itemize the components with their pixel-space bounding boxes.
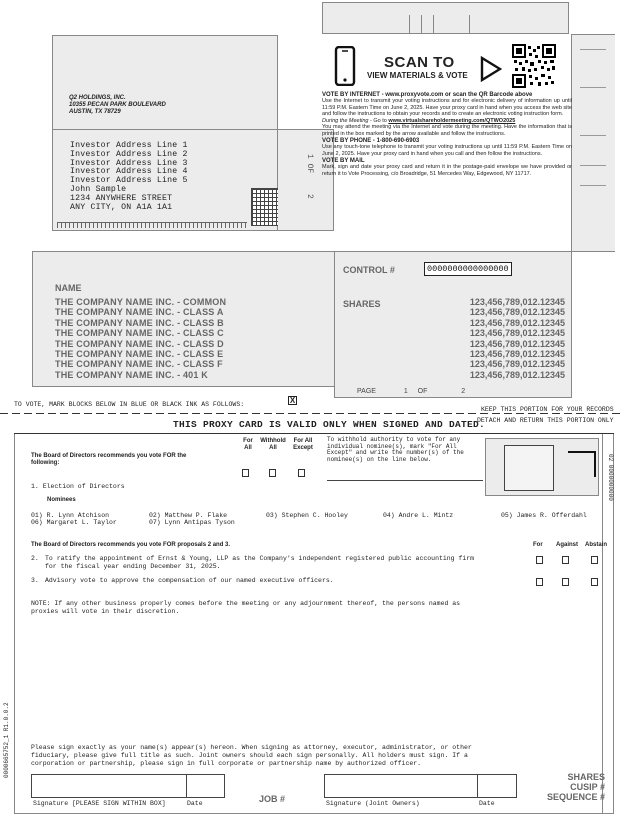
proposal-3-for-checkbox[interactable] [536,578,543,586]
nominee-07: 07) Lynn Antipas Tyson [149,519,235,526]
mark-instructions: TO VOTE, MARK BLOCKS BELOW IN BLUE OR BLACK INK AS FOLLOWS: [14,401,245,408]
investor-name: John Sample [70,184,127,194]
investor-line-5: Investor Address Line 5 [70,176,188,186]
scan-title: SCAN TO [384,54,455,71]
checkbox-withhold-all[interactable] [269,469,276,477]
shares-value-3: 123,456,789,012.12345 [469,328,565,339]
shares-value-5: 123,456,789,012.12345 [469,349,565,360]
investor-line-4: Investor Address Line 4 [70,167,188,177]
page-of-label: OF [417,388,428,395]
company-address-box [52,35,278,130]
detach-text: DETACH AND RETURN THIS PORTION ONLY [477,417,614,424]
phone-icon [334,46,356,86]
header-for: For [533,542,543,548]
control-box-right [485,438,599,496]
page-label: PAGE [357,388,376,395]
vote-meeting-prefix: During the Meeting [322,118,369,125]
vote-meeting-text: You may attend the meeting via the Internet and vote during the meeting. Have the information that is printed in the box marked by the arrow available and follow the instructions. [322,124,572,137]
vote-phone-text: Use any touch-tone telephone to transmit your voting instructions up until 11:59 P.M. Eastern Time on June 2, 2025. Have your proxy card in hand when you call and then follow the instructions. [322,144,572,157]
name-label: NAME [55,283,82,293]
signature-label: Signature [PLEASE SIGN WITHIN BOX] [33,800,166,807]
company-name: Q2 HOLDINGS, INC. [69,95,126,101]
job-label: JOB # [259,794,286,804]
vote-meeting-link[interactable]: www.virtualshareholdermeeting.com/QTWO2025 [388,118,516,125]
footer-sequence-label: SEQUENCE # [546,792,605,802]
holdings-name-box [32,251,335,387]
header-for-all-except: For All Except [293,438,313,451]
arrow-right-icon [480,56,502,82]
page-marker-total: 2 [305,194,314,199]
page-number: 1 [403,388,408,395]
company-holding-2: THE COMPANY NAME INC. - CLASS B [55,317,224,328]
item-1-election: 1. Election of Directors [31,483,125,490]
company-holding-7: THE COMPANY NAME INC. - 401 K [55,369,208,380]
nominee-06: 06) Margaret L. Taylor [31,519,117,526]
keep-portion-text: KEEP THIS PORTION FOR YOUR RECORDS [481,406,614,413]
sign-instructions: Please sign exactly as your name(s) appear(s) hereon. When signing as attorney, executor, administrator, or other fiduciary, please give full title as such. Joint owners should each sign personally. All holders must sign. If a corporation or partnership, please sign in full corporate or partnership name by authorized officer. [31,744,472,767]
investor-line-1: Investor Address Line 1 [70,141,188,150]
footer-shares-label: SHARES [567,772,605,782]
proposal-2-for-checkbox[interactable] [536,556,543,564]
ballot-note: NOTE: If any other business properly comes before the meeting or any adjournment thereof, the persons named as proxies will vote in their discretion. [31,600,461,615]
control-number-field: 0000000000000000 [424,262,512,276]
signature-box[interactable] [31,774,225,798]
proposal-3-abstain-checkbox[interactable] [591,578,598,586]
withhold-instructions: To withhold authority to vote for any individual nominee(s), mark "For All Except" and write the number(s) of the nominee(s) on the line below. [327,436,464,463]
vote-internet-text: Use the Internet to transmit your voting instructions and for electronic delivery of information up until 11:59 P.M. Eastern Time on June 2, 2025. Have your proxy card in hand when you access the web site and follow the instructions to obtain your records and to create an electronic voting instruction form. [322,98,572,117]
company-holding-5: THE COMPANY NAME INC. - CLASS E [55,349,224,360]
nominee-02: 02) Matthew P. Flake [149,512,228,519]
company-holding-3: THE COMPANY NAME INC. - CLASS C [55,328,224,339]
investor-line-3: Investor Address Line 3 [70,158,188,168]
control-label: CONTROL # [343,265,395,275]
header-abstain: Abstain [585,542,608,548]
investor-city: ANY CITY, ON A1A 1A1 [70,202,173,212]
postal-grid-barcode [251,188,279,226]
mark-sample-box: X [289,396,296,405]
top-barcode-box [322,2,569,34]
shares-value-2: 123,456,789,012.12345 [469,317,565,328]
shares-value-4: 123,456,789,012.12345 [469,338,565,349]
qr-code-icon [512,44,556,88]
vote-mail-heading: VOTE BY MAIL [322,157,365,164]
scan-subtitle: VIEW MATERIALS & VOTE [367,71,468,80]
company-address-line-2: AUSTIN, TX 78729 [69,109,121,115]
date-label-joint: Date [479,800,495,807]
page-marker-of: OF [305,163,314,174]
left-side-code: 0000665752_1 R1.0.0.2 [3,702,10,778]
investor-line-2: Investor Address Line 2 [70,149,188,159]
proposal-3-number: 3. [31,577,39,584]
page-marker-current: 1 [305,154,314,159]
scan-to-vote [334,44,566,92]
proposal-2-against-checkbox[interactable] [562,556,569,564]
shares-value-6: 123,456,789,012.12345 [469,359,565,370]
footer-cusip-label: CUSIP # [570,782,605,792]
investor-street: 1234 ANYWHERE STREET [70,193,173,203]
vote-mail-text: Mark, sign and date your proxy card and return it in the postage-paid envelope we have provided or return it to Vote Processing, c/o Broadridge, 51 Mercedes Way, Edgewood, NY 11717. [322,164,572,177]
vote-phone-heading: VOTE BY PHONE - 1-800-690-6903 [322,138,420,145]
proposal-2-number: 2. [31,555,39,562]
company-holding-6: THE COMPANY NAME INC. - CLASS F [55,359,223,370]
signature-joint-label: Signature (Joint Owners) [326,800,420,807]
header-against: Against [556,542,579,548]
checkbox-for-all[interactable] [242,469,249,477]
holdings-shares-box [334,251,572,398]
shares-value-0: 123,456,789,012.12345 [469,297,565,307]
date-label: Date [187,800,203,807]
company-holding-1: THE COMPANY NAME INC. - CLASS A [55,307,224,318]
nominees-label: Nominees [47,497,76,503]
shares-value-1: 123,456,789,012.12345 [469,307,565,318]
shares-value-7: 123,456,789,012.12345 [469,369,565,380]
header-for-all: For All [243,438,253,451]
company-holding-4: THE COMPANY NAME INC. - CLASS D [55,338,224,349]
vote-internet-heading: VOTE BY INTERNET - www.proxyvote.com or scan the QR Barcode above [322,92,533,98]
header-withhold-all: Withhold All [260,438,286,451]
company-address-line-1: 10355 PECAN PARK BOULEVARD [69,102,166,108]
nominee-05: 05) James R. Offerdahl [501,512,587,519]
checkbox-for-all-except[interactable] [298,469,305,477]
right-side-code: 02 0000000000 [607,454,614,501]
proposal-2-text: To ratify the appointment of Ernst & Young, LLP as the Company's independent registered public accounting firm for the fiscal year ending December 31, 2025. [45,555,475,570]
nominee-04: 04) Andre L. Mintz [383,512,454,519]
ballot [14,434,614,814]
proposal-3-text: Advisory vote to approve the compensation of our named executive officers. [45,577,334,584]
proposal-2-abstain-checkbox[interactable] [591,556,598,564]
nominee-03: 03) Stephen C. Hooley [266,512,348,519]
postal-ruler [57,222,247,228]
board-recommend-1: The Board of Directors recommends you vote FOR the following: [31,453,187,466]
right-edge-strip [571,34,615,252]
page-total: 2 [461,388,466,395]
proposal-3-against-checkbox[interactable] [562,578,569,586]
valid-notice: THIS PROXY CARD IS VALID ONLY WHEN SIGNED AND DATED. [173,419,486,430]
board-recommend-2: The Board of Directors recommends you vote FOR proposals 2 and 3. [31,542,231,548]
signature-joint-box[interactable] [324,774,517,798]
shares-label: SHARES [343,299,381,309]
nominee-01: 01) R. Lynn Atchison [31,512,110,519]
voting-instructions [322,92,572,177]
company-holding-0: THE COMPANY NAME INC. - COMMON [55,297,227,307]
vote-meeting-mid: - Go to [368,118,389,125]
investor-address-box [52,129,278,231]
